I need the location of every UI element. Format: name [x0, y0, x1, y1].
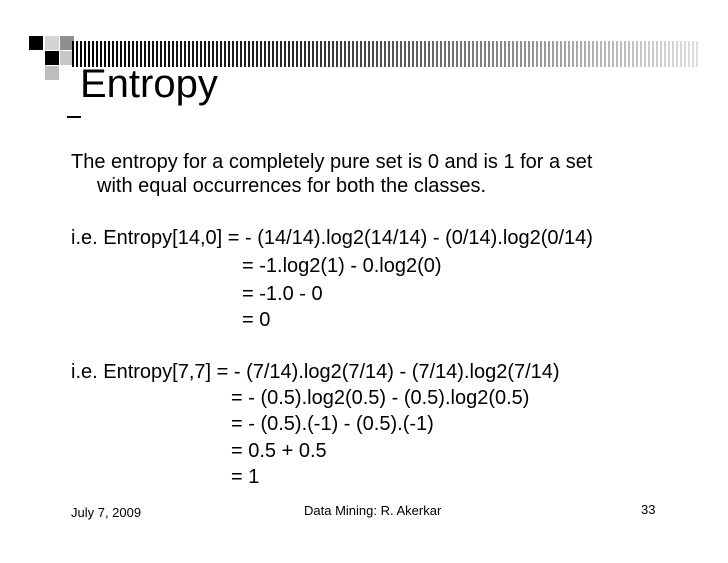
decor-square: [29, 36, 43, 50]
intro-line: with equal occurrences for both the classes.: [97, 175, 487, 197]
footer-date: July 7, 2009: [71, 505, 142, 520]
footer-source: Data Mining: R. Akerkar: [304, 503, 442, 518]
intro-line: The entropy for a completely pure set is 0 and is 1 for a set: [71, 151, 593, 173]
slide-title: Entropy: [80, 62, 218, 106]
example2-line: = - (0.5).log2(0.5) - (0.5).log2(0.5): [231, 387, 530, 409]
example1-line: i.e. Entropy[14,0] = - (14/14).log2(14/14) - (0/14).log2(0/14): [71, 227, 593, 249]
example2-line: = - (0.5).(-1) - (0.5).(-1): [231, 413, 434, 435]
decor-square: [45, 36, 59, 50]
example2-line: = 0.5 + 0.5: [231, 440, 327, 462]
example1-line: = -1.0 - 0: [242, 283, 323, 305]
decor-square: [45, 51, 59, 65]
decor-square: [45, 66, 59, 80]
example2-line: = 1: [231, 466, 260, 488]
example2-line: i.e. Entropy[7,7] = - (7/14).log2(7/14) - (7/14).log2(7/14): [71, 361, 560, 383]
footer-page-number: 33: [641, 502, 656, 517]
example1-line: = -1.log2(1) - 0.log2(0): [242, 255, 442, 277]
example1-line: = 0: [242, 309, 271, 331]
title-underline-accent: [67, 116, 81, 118]
